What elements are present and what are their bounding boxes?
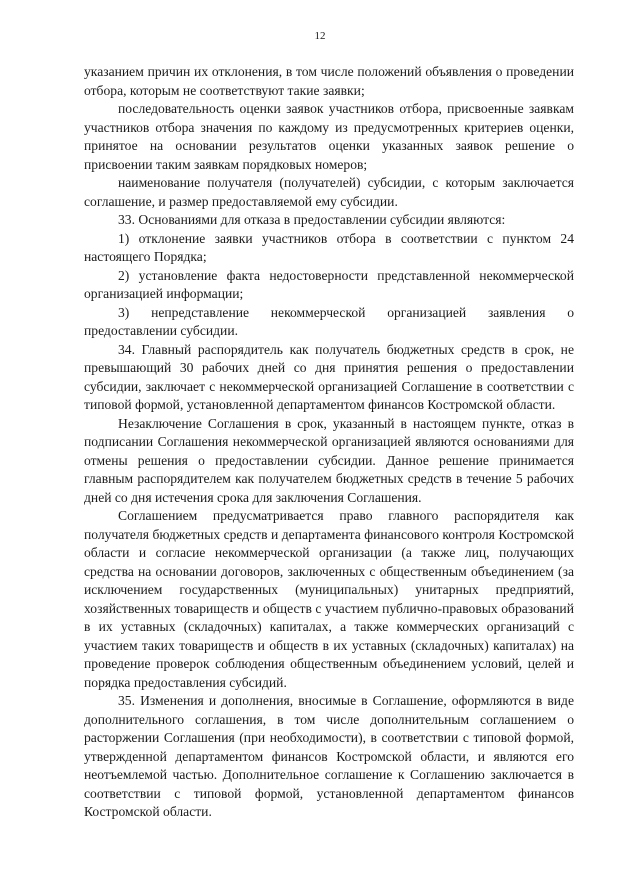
paragraph: 2) установление факта недостоверности представленной некоммерческой организацией информации; (84, 267, 574, 301)
document-body (84, 63, 574, 822)
paragraph: наименование получателя (получателей) субсидии, с которым заключается соглашение, и размер предоставляемой ему субсидии. (84, 175, 574, 209)
paragraph: последовательность оценки заявок участников отбора, присвоенные заявкам участников отбора значения по каждому из предусмотренных критериев оценки, принятое на основании результатов оценки указанных заявок решение о присвоении таким заявкам порядковых номеров; (84, 101, 574, 172)
paragraph: Соглашением предусматривается право главного распорядителя как получателя бюджетных средств и департамента финансового контроля Костромской области и согласие некоммерческой организации (а также лиц, получающих средства на основании договоров, заключенных с общественным объединением (за исключением государственных (муниципальных) унитарных предприятий, хозяйственных товариществ и обществ с участием публично-правовых образований в их уставных (складочных) капиталах, а также коммерческих организаций с участием таких товариществ и обществ в их уставных (складочных) капиталах) на проведение проверок соблюдения общественным объединением условий, целей и порядка предоставления субсидий. (84, 508, 574, 690)
paragraph: 34. Главный распорядитель как получатель бюджетных средств в срок, не превышающий 30 рабочих дней со дня принятия решения о предоставлении субсидии, заключает с некоммерческой организацией Соглашение в соответствии с типовой формой, установленной департаментом финансов Костромской области. (84, 341, 574, 412)
paragraph: указанием причин их отклонения, в том числе положений объявления о проведении отбора, которым не соответствуют такие заявки; (84, 64, 574, 98)
paragraph: 35. Изменения и дополнения, вносимые в Соглашение, оформляются в виде дополнительного соглашения, в том числе дополнительным соглашением о расторжении Соглашения (при необходимости), в соответствии с типовой формой, утвержденной департаментом финансов Костромской области, и являются его неотъемлемой частью. Дополнительное соглашение к Соглашению заключается в соответствии с типовой формой, установленной департаментом финансов Костромской области. (84, 693, 574, 819)
page-number: 12 (314, 30, 326, 42)
paragraph: 3) непредставление некоммерческой организацией заявления о предоставлении субсидии. (84, 304, 574, 338)
paragraph: 33. Основаниями для отказа в предоставлении субсидии являются: (118, 212, 506, 227)
paragraph: Незаключение Соглашения в срок, указанный в настоящем пункте, отказ в подписании Соглашения некоммерческой организацией являются основаниями для отмены решения о предоставлении субсидии. Данное решение принимается главным распорядителем как получателем бюджетных средств в течение 5 рабочих дней со дня истечения срока для заключения Соглашения. (84, 415, 574, 505)
paragraph: 1) отклонение заявки участников отбора в соответствии с пунктом 24 настоящего Порядка; (84, 230, 574, 264)
